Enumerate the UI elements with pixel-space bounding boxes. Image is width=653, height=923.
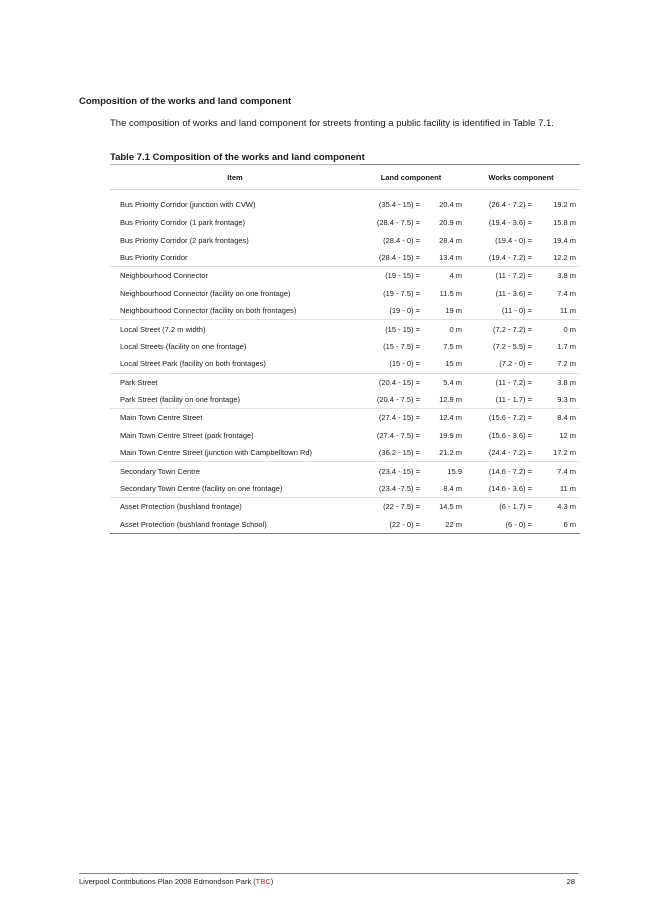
row-item: Main Town Centre Street	[120, 413, 203, 423]
row-land-calc: (15 - 0) =	[360, 355, 420, 373]
row-item: Main Town Centre Street (junction with Campbelltown Rd)	[110, 444, 360, 462]
row-works-value: 0 m	[563, 324, 577, 334]
row-land-value: 0 m	[449, 324, 463, 334]
row-works-value: 11 m	[532, 302, 580, 320]
row-works-calc: (6 - 0) =	[462, 516, 532, 534]
row-works-value: 11 m	[532, 480, 580, 498]
row-works-calc: (14.6 - 7.2) =	[488, 466, 533, 476]
table-row	[110, 267, 580, 285]
row-item: Bus Priority Corridor (junction with CVW)	[120, 199, 256, 209]
row-land-value: 4 m	[449, 271, 463, 281]
row-works-calc: (11 - 7.2) =	[495, 271, 533, 281]
row-works-calc: (15.6 - 3.6) =	[488, 430, 533, 440]
row-works-value: 6 m	[532, 516, 580, 534]
row-item: Asset Protection (bushland frontage School)	[110, 516, 360, 534]
row-works-calc: (19.4 - 7.2) =	[462, 249, 532, 267]
row-works-value: 7.4 m	[557, 288, 577, 298]
intro-paragraph: The composition of works and land component for streets fronting a public facility is identified in Table 7.1.	[110, 118, 554, 129]
row-works-value: 19.4 m	[553, 235, 577, 245]
row-land-calc: (15 - 7.5) =	[383, 341, 420, 351]
row-land-value: 14.5 m	[439, 502, 463, 512]
composition-table	[110, 164, 580, 534]
row-land-calc: (23.4 -7.5) =	[360, 480, 420, 498]
row-land-calc: (20.4 - 15) =	[378, 377, 420, 387]
table-title: Table 7.1 Composition of the works and land component	[110, 152, 365, 163]
footer-rule	[79, 873, 579, 874]
row-land-calc: (28.4 - 0) =	[383, 235, 420, 245]
header-land-component: Land component	[360, 165, 462, 190]
row-land-calc: (19 - 7.5) =	[383, 288, 420, 298]
table-row	[110, 427, 580, 444]
row-item: Neighbourhood Connector (facility on both frontages)	[110, 302, 360, 320]
row-works-value: 7.4 m	[557, 466, 577, 476]
row-land-value: 15 m	[420, 355, 462, 373]
row-works-value: 9.3 m	[532, 391, 580, 409]
row-works-value: 12 m	[559, 430, 577, 440]
row-land-calc: (23.4 - 15) =	[378, 466, 420, 476]
row-land-calc: (36.2 - 15) =	[360, 444, 420, 462]
row-land-value: 7.5 m	[443, 341, 463, 351]
row-works-calc: (7.2 - 0) =	[462, 355, 532, 373]
table-body	[110, 190, 580, 534]
row-item: Bus Priority Corridor (2 park frontages)	[120, 235, 249, 245]
row-works-calc: (14.6 - 3.6) =	[462, 480, 532, 498]
row-item: Bus Priority Corridor	[110, 249, 360, 267]
row-land-calc: (19 - 0) =	[360, 302, 420, 320]
row-item: Main Town Centre Street (park frontage)	[120, 430, 254, 440]
row-land-value: 20.9 m	[439, 218, 463, 228]
table-row	[110, 285, 580, 302]
row-item: Secondary Town Centre (facility on one frontage)	[110, 480, 360, 498]
row-works-value: 7.2 m	[532, 355, 580, 373]
table-row	[110, 373, 580, 391]
row-land-value: 19 m	[420, 302, 462, 320]
row-land-calc: (27.4 - 7.5) =	[376, 430, 420, 440]
row-works-calc: (11 - 7.2) =	[495, 377, 533, 387]
row-works-calc: (11 - 0) =	[462, 302, 532, 320]
table-row	[110, 355, 580, 373]
row-land-calc: (15 - 15) =	[385, 324, 420, 334]
row-works-calc: (6 - 1.7) =	[499, 502, 533, 512]
footer-text	[79, 877, 273, 886]
row-works-value: 12.2 m	[532, 249, 580, 267]
row-land-calc: (28.4 - 7.5) =	[376, 218, 420, 228]
row-works-calc: (11 - 3.6) =	[495, 288, 533, 298]
table-row	[110, 391, 580, 409]
row-land-value: 15.9	[447, 466, 463, 476]
row-land-calc: (22 - 0) =	[360, 516, 420, 534]
row-works-value: 17.2 m	[532, 444, 580, 462]
row-item: Local Streets (facility on one frontage)	[120, 341, 247, 351]
row-works-value: 3.8 m	[557, 377, 577, 387]
row-item: Secondary Town Centre	[120, 466, 200, 476]
header-item: Item	[110, 165, 360, 190]
row-item: Asset Protection (bushland frontage)	[120, 502, 242, 512]
table-row	[110, 409, 580, 427]
table-row	[110, 302, 580, 320]
table-row	[110, 444, 580, 462]
header-works-component: Works component	[462, 165, 580, 190]
row-land-calc: (19 - 15) =	[385, 271, 420, 281]
row-land-value: 12.9 m	[420, 391, 462, 409]
row-item: Neighbourhood Connector	[120, 271, 208, 281]
table-row	[110, 516, 580, 534]
row-works-calc: (7.2 - 5.5) =	[493, 341, 533, 351]
page-number: 28	[566, 877, 575, 886]
row-item: Neighbourhood Connector (facility on one frontage)	[120, 288, 291, 298]
row-land-calc: (22 - 7.5) =	[383, 502, 420, 512]
row-works-calc: (19.4 - 3.6) =	[488, 218, 533, 228]
table-row	[110, 231, 580, 248]
table-row	[110, 480, 580, 498]
row-works-value: 3.8 m	[557, 271, 577, 281]
row-land-calc: (28.4 - 15) =	[360, 249, 420, 267]
table-row	[110, 190, 580, 215]
row-works-value: 15.8 m	[553, 218, 577, 228]
row-item: Local Street Park (facility on both frontages)	[110, 355, 360, 373]
row-land-value: 20.4 m	[439, 199, 463, 209]
row-land-value: 21.2 m	[420, 444, 462, 462]
row-item: Park Street	[120, 377, 158, 387]
row-works-calc: (26.4 - 7.2) =	[488, 199, 533, 209]
row-works-value: 4.3 m	[557, 502, 577, 512]
row-works-calc: (11 - 1.7) =	[462, 391, 532, 409]
row-land-calc: (35.4 - 15) =	[378, 199, 420, 209]
row-land-calc: (20.4 - 7.5) =	[360, 391, 420, 409]
row-land-value: 28.4 m	[439, 235, 463, 245]
table-row	[110, 338, 580, 355]
row-works-calc: (15.6 - 7.2) =	[488, 413, 533, 423]
row-item: Local Street (7.2 m width)	[120, 324, 206, 334]
footer-close-paren: )	[270, 877, 274, 886]
table-row	[110, 462, 580, 480]
row-land-value: 8.4 m	[420, 480, 462, 498]
row-works-value: 19.2 m	[553, 199, 577, 209]
table-row	[110, 249, 580, 267]
section-heading: Composition of the works and land component	[79, 96, 292, 107]
row-land-value: 13.4 m	[420, 249, 462, 267]
footer-document-title: Liverpool Contributions Plan 2008 Edmondson Park (	[79, 877, 256, 886]
row-land-value: 11.5 m	[439, 288, 463, 298]
table-header-row	[110, 165, 580, 190]
row-land-calc: (27.4 - 15) =	[378, 413, 420, 423]
table-row	[110, 320, 580, 338]
row-item: Park Street (facility on one frontage)	[110, 391, 360, 409]
row-works-calc: (7.2 - 7.2) =	[493, 324, 533, 334]
footer-tbc: TBC	[255, 877, 271, 886]
row-item: Bus Priority Corridor (1 park frontage)	[120, 218, 246, 228]
row-works-value: 1.7 m	[557, 341, 577, 351]
row-land-value: 12.4 m	[439, 413, 463, 423]
row-works-calc: (24.4 - 7.2) =	[462, 444, 532, 462]
table-row	[110, 214, 580, 231]
row-works-calc: (19.4 - 0) =	[495, 235, 533, 245]
row-land-value: 22 m	[420, 516, 462, 534]
row-land-value: 19.9 m	[439, 430, 463, 440]
table-row	[110, 498, 580, 516]
row-land-value: 5.4 m	[443, 377, 463, 387]
row-works-value: 8.4 m	[557, 413, 577, 423]
